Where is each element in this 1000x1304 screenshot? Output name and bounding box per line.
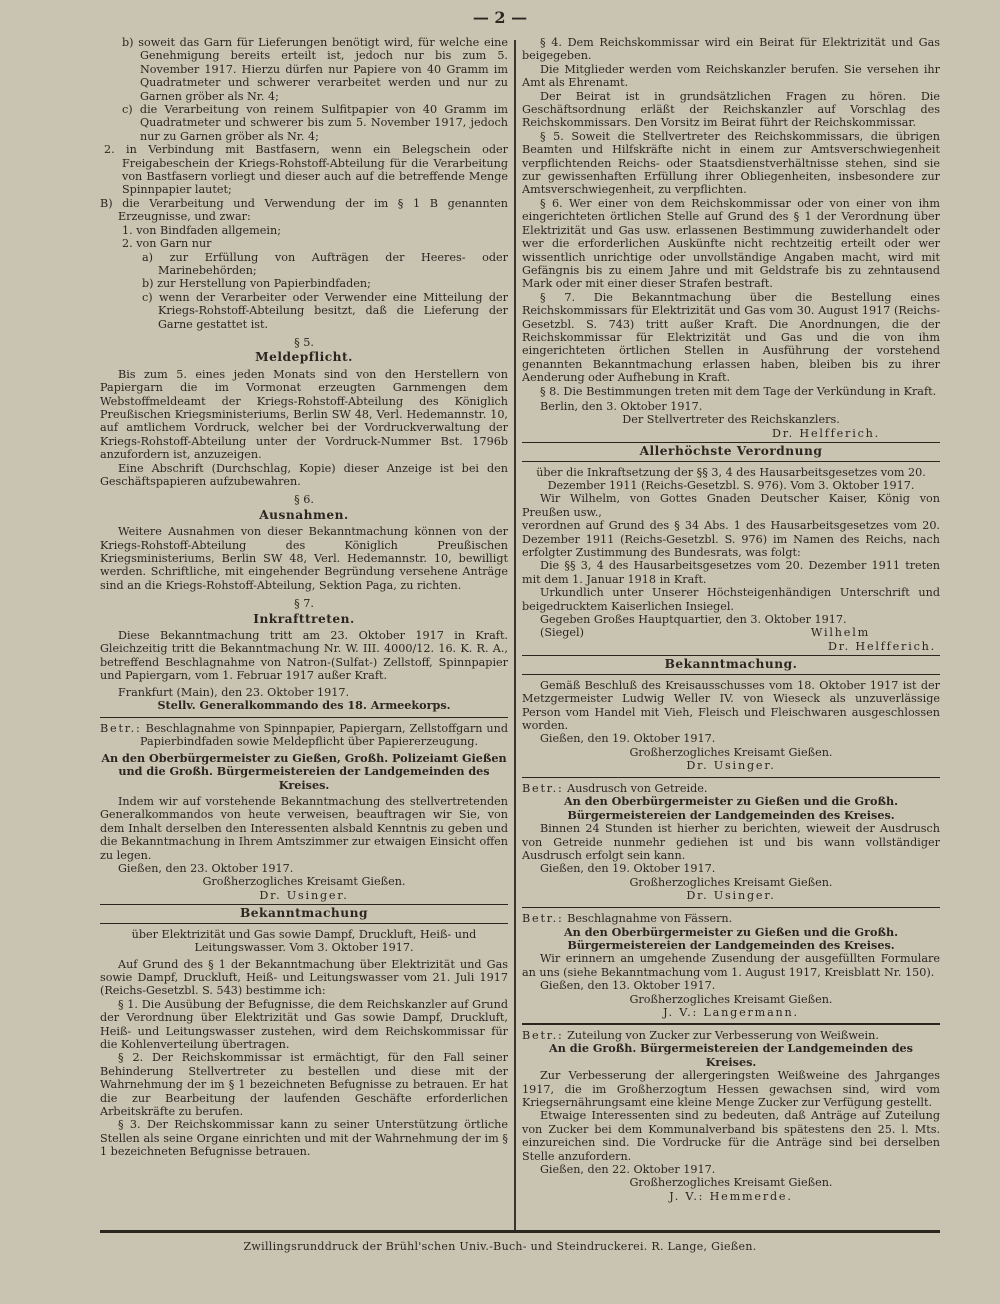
betr-label: Betr.: [100, 722, 142, 735]
right-column [522, 36, 940, 1203]
office: Der Stellvertreter des Reichskanzlers. [622, 413, 840, 427]
paragraph: B) die Verarbeitung und Verwendung der im § 1 B genannten Erzeugnisse, und zwar: [100, 196, 508, 224]
signature: Stellv. Generalkommando des 18. Armeekorps. [157, 698, 451, 713]
heading-box [522, 442, 940, 461]
section-title: Ausnahmen. [259, 507, 349, 522]
paragraph: Gemäß Beschluß des Kreisausschusses vom 18. Oktober 1917 ist der Metzgermeister Ludwig Weller IV. von Wieseck als unzuverlässige Person vom Handel mit Vieh, Fleisch und Fleischwaren ausgeschlossen worden. [522, 678, 940, 732]
section-title: Inkrafttreten. [253, 611, 355, 626]
divider [522, 907, 940, 909]
paragraph: Wir erinnern an umgehende Zusendung der ausgefüllten Formulare an uns (siehe Bekanntmachung vom 1. August 1917, Kreisblatt Nr. 150). [522, 952, 940, 979]
office: Großherzogliches Kreisamt Gießen. [629, 745, 833, 759]
section-number: § 5. [294, 335, 314, 349]
paragraph: 1. von Bindfaden allgemein; [122, 223, 281, 237]
paragraph: Der Beirat ist in grundsätzlichen Fragen zu hören. Die Geschäftsordnung erläßt der Reichskanzler auf Vorschlag des Reichskommissars. Den Vorsitz im Beirat führt der Reichskommissar. [522, 89, 940, 130]
page-number: — 2 — [472, 8, 528, 27]
paragraph: § 3. Der Reichskommissar kann zu seiner Unterstützung örtliche Stellen als seine Organe einrichten und mit der Wahrnehmung der im § 1 bezeichneten Befugnisse betrauen. [100, 1118, 508, 1159]
subtitle: über die Inkraftsetzung der §§ 3, 4 des Hausarbeitsgesetzes vom 20. Dezember 1911 (Reichs-Gesetzbl. S. 976). Vom 3. Oktober 1917. [536, 465, 926, 492]
betr-text: Zuteilung von Zucker zur Verbesserung von Weißwein. [567, 1028, 879, 1042]
section-title: Allerhöchste Verordnung [639, 444, 823, 459]
printer-imprint: Zwillingsrunddruck der Brühl'schen Univ.-Buch- und Steindruckerei. R. Lange, Gießen. [243, 1240, 757, 1253]
signature: Dr. Usinger. [686, 759, 776, 773]
paragraph: § 8. Die Bestimmungen treten mit dem Tage der Verkündung in Kraft. [540, 384, 937, 398]
subtitle: über Elektrizität und Gas sowie Dampf, Druckluft, Heiß- und Leitungswasser. Vom 3. Oktober 1917. [131, 927, 477, 955]
left-column [100, 36, 508, 1159]
place-date: Gießen, den 23. Oktober 1917. [118, 862, 294, 876]
paragraph: § 2. Der Reichskommissar ist ermächtigt, für den Fall seiner Behinderung Stellvertreter zu bestellen und diese mit der Wahrnehmung der im § 1 bezeichneten Befugnisse zu betrauen. Er hat die zur Bearbeitung der laufenden Geschäfte erforderlichen Arbeitskräfte zu berufen. [100, 1051, 508, 1118]
signature: J. V.: Hemmerde. [669, 1189, 793, 1203]
paragraph: a) zur Erfüllung von Aufträgen der Heeres- oder Marinebehörden; [142, 250, 508, 277]
paragraph: Eine Abschrift (Durchschlag, Kopie) dieser Anzeige ist bei den Geschäftspapieren aufzubewahren. [100, 461, 508, 488]
betr-notice [100, 722, 508, 749]
divider [522, 777, 940, 779]
office: Großherzogliches Kreisamt Gießen. [629, 1176, 833, 1190]
place-date: Gießen, den 19. Oktober 1917. [540, 862, 716, 876]
seal: (Siegel) [540, 626, 584, 640]
paragraph: Die Mitglieder werden vom Reichskanzler berufen. Sie versehen ihr Amt als Ehrenamt. [522, 62, 940, 90]
betr-notice [522, 1029, 940, 1042]
address: An den Oberbürgermeister zu Gießen und die Großh. Bürgermeistereien der Landgemeinden des Kreises. [564, 924, 898, 952]
place-date: Gießen, den 22. Oktober 1917. [540, 1163, 716, 1176]
paragraph: c) wenn der Verarbeiter oder Verwender eine Mitteilung der Kriegs-Rohstoff-Abteilung besitzt, daß die Lieferung der Garne gestattet ist. [142, 290, 508, 331]
section-number: § 7. [294, 597, 314, 611]
paragraph: c) die Verarbeitung von reinem Sulfitpapier von 40 Gramm im Quadratmeter und schwerer bis zum 5. November 1917, jedoch nur zu Garnen gröber als Nr. 4; [122, 103, 508, 143]
office: Großherzogliches Kreisamt Gießen. [629, 875, 833, 889]
paragraph: Auf Grund des § 1 der Bekanntmachung über Elektrizität und Gas sowie Dampf, Druckluft, Heiß- und Leitungswasser vom 21. Juli 1917 (Reichs-Gesetzbl. S. 543) bestimme ich: [100, 957, 508, 998]
betr-text: Ausdrusch von Getreide. [567, 782, 708, 796]
paragraph: Indem wir auf vorstehende Bekanntmachung des stellvertretenden Generalkommandos von heute verweisen, beauftragen wir Sie, von dem Inhalt derselben den Interessenten alsbald Kenntnis zu geben und die Bekanntmachung in Ihrem Amtszimmer zur etwaigen Einsicht offen zu legen. [100, 795, 508, 862]
paragraph: § 7. Die Bekanntmachung über die Bestellung eines Reichskommissars für Elektrizität und Gas vom 30. August 1917 (Reichs-Gesetzbl. S. 743) tritt außer Kraft. Die Anordnungen, die der Reichskommissar für Elektrizität und Gas und die von ihm eingerichteten örtlichen Stellen in Ausführung der vorstehend genannten Bekanntmachung erlassen haben, bleiben bis zu ihrer Aenderung oder Aufhebung in Kraft. [522, 290, 940, 385]
place-date: Gießen, den 13. Oktober 1917. [540, 979, 716, 993]
heading-box [100, 904, 508, 923]
section-number: § 6. [294, 493, 314, 507]
paragraph: Weitere Ausnahmen von dieser Bekanntmachung können von der Kriegs-Rohstoff-Abteilung des Königlich Preußischen Kriegsministeriums, Berlin SW 48, Verl. Hedemannstr. 10, bewilligt werden. Schriftliche, mit eingehender Begründung versehene Anträge sind an die Kriegs-Rohstoff-Abteilung, Sektion Paga, zu richten. [100, 525, 508, 592]
signature: Dr. Helfferich. [771, 426, 880, 440]
paragraph: 2. von Garn nur [122, 237, 212, 251]
paragraph: Urkundlich unter Unserer Höchsteigenhändigen Unterschrift und beigedrucktem Kaiserlichen Insiegel. [522, 586, 940, 613]
signature: J. V.: Langermann. [663, 1006, 799, 1020]
column-divider [514, 40, 516, 1230]
paragraph: § 6. Wer einer von dem Reichskommissar oder von einer von ihm eingerichteten örtlichen Stelle auf Grund des § 1 der Verordnung über Elektrizität und Gas usw. erlassenen Bestimmung zuwiderhandelt oder wer die erforderlichen Auskünfte nicht rechtzeitig erteilt oder wer wissentlich unrichtige oder unvollständige Angaben macht, wird mit Gefängnis bis zu einem Jahre und mit Geldstrafe bis zu zehntausend Mark oder mit einer dieser Strafen bestraft. [522, 196, 940, 291]
betr-label: Betr.: [522, 782, 564, 796]
paragraph: § 4. Dem Reichskommissar wird ein Beirat für Elektrizität und Gas beigegeben. [522, 36, 940, 63]
paragraph: verordnen auf Grund des § 34 Abs. 1 des Hausarbeitsgesetzes vom 20. Dezember 1911 (Reichs-Gesetzbl. S. 976) im Namen des Reichs, nach erfolgter Zustimmung des Bundesrats, was folgt: [522, 519, 940, 560]
paragraph: § 5. Soweit die Stellvertreter des Reichskommissars, die übrigen Beamten und Hilfskräfte nicht in einem zur Amtsverschwiegenheit verpflichtenden Reichs- oder Staatsdienstverhältnisse stehen, sind sie zur gewissenhaften Erfüllung ihrer Obliegenheiten, insbesondere zur Amtsverschwiegenheit, zu verpflichten. [522, 129, 940, 197]
paragraph: Binnen 24 Stunden ist hierher zu berichten, wieweit der Ausdrusch von Getreide nunmehr gediehen ist und bis wann vollständiger Ausdrusch erfolgt sein kann. [522, 822, 940, 863]
betr-label: Betr.: [522, 1028, 564, 1042]
bottom-divider [100, 1230, 940, 1233]
paragraph: Die §§ 3, 4 des Hausarbeitsgesetzes vom 20. Dezember 1911 treten mit dem 1. Januar 1918 in Kraft. [522, 559, 940, 586]
signature: Dr. Helfferich. [827, 639, 936, 653]
paragraph: Wir Wilhelm, von Gottes Gnaden Deutscher Kaiser, König von Preußen usw., [522, 492, 940, 519]
office: Großherzogliches Kreisamt Gießen. [202, 875, 406, 889]
section-title: Meldepflicht. [255, 350, 353, 365]
signature: Dr. Usinger. [259, 888, 349, 902]
betr-notice [522, 782, 940, 795]
paragraph: Bis zum 5. eines jeden Monats sind von den Herstellern von Papiergarn die im Vormonat erzeugten Garnmengen dem Webstoffmeldeamt der Kriegs-Rohstoff-Abteilung des Königlich Preußischen Kriegsministeriums, Berlin SW 48, Verl. Hedemannstr. 10, auf amtlichem Vordruck, welcher bei der Vordruckverwaltung der Kriegs-Rohstoff-Abteilung unter der Vordruck-Nummer Bst. 1796b anzufordern ist, anzuzeigen. [100, 367, 508, 462]
betr-notice [522, 912, 940, 925]
betr-label: Betr.: [522, 912, 564, 926]
betr-text: Beschlagnahme von Spinnpapier, Papiergarn, Zellstoffgarn und Papierbindfaden sowie Meldepflicht über Papiererzeugung. [140, 722, 509, 749]
paragraph: Diese Bekanntmachung tritt am 23. Oktober 1917 in Kraft. Gleichzeitig tritt die Bekanntmachung Nr. W. III. 4000/12. 16. K. R. A., betreffend Beschlagnahme von Natron-(Sulfat-) Zellstoff, Spinnpapier und Papiergarn, vom 1. Februar 1917 außer Kraft. [100, 629, 508, 683]
address: An den Oberbürgermeister zu Gießen und die Großh. Bürgermeistereien der Landgemeinden des Kreises. [564, 794, 898, 822]
emperor-signature: Wilhelm [810, 626, 870, 640]
paragraph: Zur Verbesserung der allergeringsten Weißweine des Jahrganges 1917, die im Großherzogtum Hessen gewachsen sind, wird vom Kriegsernährungsamt eine kleine Menge Zucker zur Verfügung gestellt. [522, 1069, 940, 1109]
paragraph: Gegeben Großes Hauptquartier, den 3. Oktober 1917. [540, 613, 847, 627]
paragraph: b) soweit das Garn für Lieferungen benötigt wird, für welche eine Genehmigung bereits erteilt ist, jedoch nur bis zum 5. November 1917. Hierzu dürfen nur Papiere von 40 Gramm im Quadratmeter und schwerer verarbeitet werden und nur zu Garnen gröber als Nr. 4; [122, 36, 508, 103]
heading-box [522, 655, 940, 674]
divider [100, 717, 508, 719]
paragraph: b) zur Herstellung von Papierbindfaden; [142, 277, 371, 291]
section-title: Bekanntmachung [239, 906, 369, 921]
divider [522, 1023, 940, 1025]
address: An die Großh. Bürgermeistereien der Landgemeinden des Kreises. [549, 1041, 913, 1069]
office: Großherzogliches Kreisamt Gießen. [629, 992, 833, 1006]
place-date: Berlin, den 3. Oktober 1917. [540, 399, 703, 413]
section-title: Bekanntmachung. [664, 657, 798, 672]
place-date: Gießen, den 19. Oktober 1917. [540, 732, 716, 746]
seal-line [522, 626, 940, 639]
paragraph: 2. in Verbindung mit Bastfasern, wenn ein Belegschein oder Freigabeschein der Kriegs-Rohstoff-Abteilung für die Verarbeitung von Bastfasern vorliegt und dieser auch auf die betreffende Menge Spinnpapier lautet; [104, 143, 508, 197]
paragraph: § 1. Die Ausübung der Befugnisse, die dem Reichskanzler auf Grund der Verordnung über Elektrizität und Gas sowie Dampf, Druckluft, Heiß- und Leitungswasser zustehen, wird dem Reichskommissar für die Kohlenverteilung übertragen. [100, 997, 508, 1051]
address: An den Oberbürgermeister zu Gießen, Großh. Polizeiamt Gießen und die Großh. Bürgermeistereien der Landgemeinden des Kreises. [101, 750, 507, 792]
betr-text: Beschlagnahme von Fässern. [567, 912, 733, 926]
signature: Dr. Usinger. [686, 889, 776, 903]
paragraph: Etwaige Interessenten sind zu bedeuten, daß Anträge auf Zuteilung von Zucker bei dem Kommunalverband bis spätestens den 25. l. Mts. einzureichen sind. Die Vordrucke für die Anträge sind bei derselben Stelle anzufordern. [522, 1109, 940, 1163]
place-date: Frankfurt (Main), den 23. Oktober 1917. [118, 685, 350, 699]
